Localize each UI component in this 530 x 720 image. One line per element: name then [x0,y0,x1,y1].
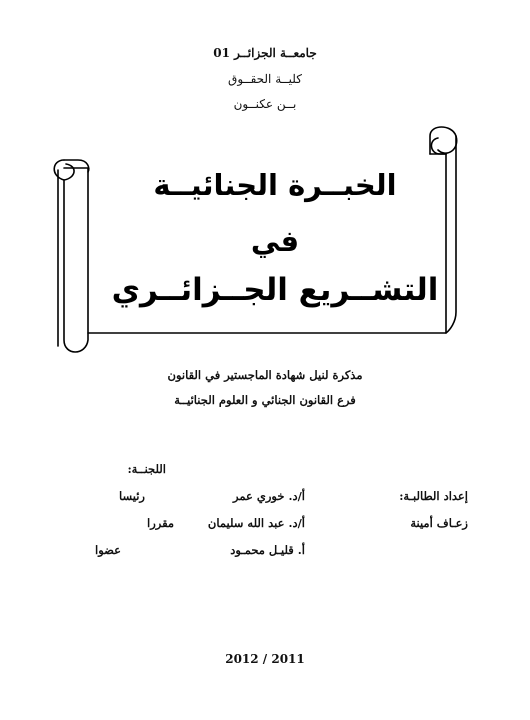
member-role: مقررا [147,516,175,530]
committee-member [95,543,305,561]
title-line-1: الخبــرة الجنائيــة [153,168,397,202]
thesis-branch: فرع القانون الجنائي و العلوم الجنائيــة [174,393,356,407]
prepared-by-label: إعداد الطالبـة: [399,489,468,503]
member-name: أ/د. عبد الله سليمان [207,516,305,530]
title-line-3: التشــريع الجــزائــري [111,272,439,308]
member-role: رئيسا [119,489,145,503]
committee-label: اللجنــة: [127,462,166,476]
committee-member [95,489,305,507]
committee-member [95,516,305,534]
member-name: أ. قليـل محمـود [230,543,305,557]
member-role: عضوا [95,543,121,557]
member-name: أ/د. خوري عمر [233,489,305,503]
thesis-description: مذكرة لنيل شهادة الماجستير في القانون [167,368,363,382]
institute-name: بــن عكنــون [233,97,297,111]
university-name: جامعــة الجزائــر 01 [213,46,317,60]
academic-year: 2012 / 2011 [225,652,305,666]
title-line-2: في [250,224,300,258]
student-name: زعـاف أمينة [410,516,468,530]
faculty-name: كليــة الحقــوق [228,72,302,86]
